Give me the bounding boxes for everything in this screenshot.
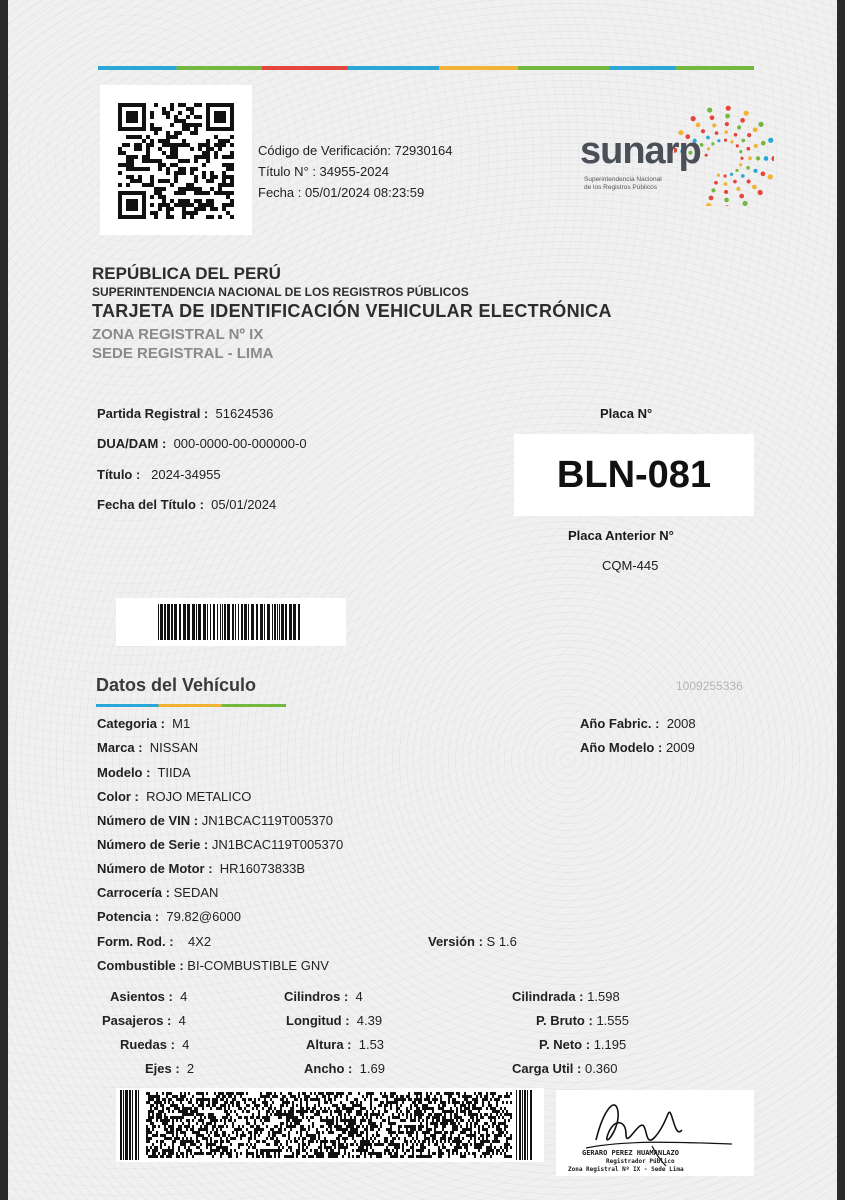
- vin-label: Número de VIN :: [97, 813, 199, 828]
- previous-plate-label: Placa Anterior N°: [568, 528, 674, 543]
- potencia-value: 79.82@6000: [166, 909, 242, 924]
- pasajeros-row: [102, 1013, 186, 1028]
- cilindrada-label: Cilindrada :: [512, 989, 584, 1004]
- fecha-titulo-value: 05/01/2024: [211, 497, 277, 512]
- motor-label: Número de Motor :: [97, 861, 213, 876]
- asientos-label: Asientos :: [110, 989, 173, 1004]
- office-title: SEDE REGISTRAL - LIMA: [92, 345, 274, 362]
- partida-row: [97, 406, 273, 421]
- peso-neto-label: P. Neto :: [539, 1037, 591, 1052]
- cilindros-label: Cilindros :: [284, 989, 349, 1004]
- registrar-signature: [556, 1090, 754, 1176]
- asientos-row: [110, 989, 187, 1004]
- qr-code-icon: [118, 103, 234, 219]
- anio-modelo-value: 2009: [665, 740, 695, 755]
- verification-code: Código de Verificación: 72930164: [258, 143, 453, 158]
- serie-value: JN1BCAC119T005370: [211, 837, 344, 852]
- marca-label: Marca :: [97, 740, 143, 755]
- carga-util-value: 0.360: [584, 1061, 618, 1076]
- ejes-value: 2: [186, 1061, 195, 1076]
- verification-title: Título N° : 34955-2024: [258, 164, 389, 179]
- categoria-row: [97, 716, 190, 731]
- carroceria-value: SEDAN: [173, 885, 219, 900]
- document-header: [92, 264, 612, 362]
- anio-fabric-value: 2008: [666, 716, 696, 731]
- anio-fabric-label: Año Fabric. :: [580, 716, 660, 731]
- carga-util-label: Carga Util :: [512, 1061, 582, 1076]
- peso-bruto-row: [536, 1013, 629, 1028]
- combustible-row: [97, 958, 329, 973]
- modelo-value: TIIDA: [157, 765, 191, 780]
- ruedas-row: [120, 1037, 189, 1052]
- ancho-label: Ancho :: [304, 1061, 353, 1076]
- titulo-value: 2024-34955: [151, 467, 221, 482]
- pasajeros-label: Pasajeros :: [102, 1013, 172, 1028]
- sunarp-wordmark: sunarp: [580, 130, 701, 172]
- ancho-value: 1.69: [359, 1061, 385, 1076]
- partida-value: 51624536: [215, 406, 274, 421]
- sunarp-subtitle-line2: de los Registros Públicos: [584, 184, 657, 191]
- anio-fabric-row: [580, 716, 696, 731]
- sunarp-subtitle: [584, 176, 662, 192]
- cilindros-value: 4: [355, 989, 363, 1004]
- fecha-titulo-row: [97, 497, 276, 512]
- ancho-row: [304, 1061, 385, 1076]
- vehicle-id-card: [8, 0, 837, 1200]
- peso-bruto-value: 1.555: [596, 1013, 629, 1028]
- version-value: S 1.6: [486, 934, 517, 949]
- titulo-label: Título :: [97, 467, 141, 482]
- ejes-row: [145, 1061, 194, 1076]
- partida-label: Partida Registral :: [97, 406, 209, 421]
- categoria-label: Categoria :: [97, 716, 165, 731]
- carroceria-row: [97, 885, 218, 900]
- section-underline: [96, 704, 286, 707]
- small-barcode: [116, 598, 346, 646]
- vehicle-section-title: Datos del Vehículo: [96, 675, 257, 695]
- version-row: [428, 934, 517, 949]
- dua-value: 000-0000-00-000000-0: [173, 436, 307, 451]
- zone-title: ZONA REGISTRAL Nº IX: [92, 326, 264, 343]
- color-row: [97, 789, 251, 804]
- asientos-value: 4: [180, 989, 188, 1004]
- longitud-row: [286, 1013, 382, 1028]
- signer-zone: Zona Registral Nº IX - Sede Lima: [568, 1166, 684, 1173]
- carroceria-label: Carrocería :: [97, 885, 170, 900]
- fecha-titulo-label: Fecha del Título :: [97, 497, 204, 512]
- signer-name: GERARO PEREZ HUAMANLAZO: [582, 1149, 679, 1157]
- dua-row: [97, 436, 307, 451]
- marca-value: NISSAN: [149, 740, 199, 755]
- ruedas-value: 4: [182, 1037, 190, 1052]
- anio-modelo-label: Año Modelo :: [580, 740, 663, 755]
- qr-code: [100, 85, 252, 235]
- ejes-label: Ejes :: [145, 1061, 180, 1076]
- plate-label: Placa N°: [600, 406, 653, 421]
- formrod-label: Form. Rod. :: [97, 934, 174, 949]
- peso-neto-row: [539, 1037, 626, 1052]
- formrod-value: 4X2: [188, 934, 212, 949]
- dua-label: DUA/DAM :: [97, 436, 167, 451]
- modelo-row: [97, 765, 191, 780]
- carga-util-row: [512, 1061, 618, 1076]
- pasajeros-value: 4: [178, 1013, 186, 1028]
- color-value: ROJO METALICO: [146, 789, 252, 804]
- sunarp-logo: [578, 96, 778, 206]
- categoria-value: M1: [172, 716, 191, 731]
- vin-row: [97, 813, 333, 828]
- version-label: Versión :: [428, 934, 483, 949]
- agency-title: SUPERINTENDENCIA NACIONAL DE LOS REGISTROS PÚBLICOS: [92, 285, 469, 299]
- motor-value: HR16073833B: [219, 861, 306, 876]
- colored-top-line: [98, 66, 754, 70]
- combustible-value: BI-COMBUSTIBLE GNV: [187, 958, 329, 973]
- pdf417-barcode: [116, 1088, 544, 1162]
- ruedas-label: Ruedas :: [120, 1037, 175, 1052]
- longitud-label: Longitud :: [286, 1013, 350, 1028]
- altura-row: [306, 1037, 384, 1052]
- altura-label: Altura :: [306, 1037, 352, 1052]
- cilindrada-value: 1.598: [587, 989, 620, 1004]
- combustible-label: Combustible :: [97, 958, 184, 973]
- formrod-row: [97, 934, 211, 949]
- republic-title: REPÚBLICA DEL PERÚ: [92, 264, 281, 283]
- plate-number: BLN-081: [514, 434, 754, 516]
- verification-block: [258, 140, 452, 203]
- potencia-label: Potencia :: [97, 909, 160, 924]
- pdf417-barcode-icon: [116, 1088, 544, 1162]
- peso-neto-value: 1.195: [593, 1037, 627, 1052]
- anio-modelo-row: [580, 740, 695, 755]
- motor-row: [97, 861, 305, 876]
- reference-number: 1009255336: [676, 679, 743, 693]
- cilindros-row: [284, 989, 363, 1004]
- previous-plate-value: CQM-445: [602, 558, 659, 573]
- modelo-label: Modelo :: [97, 765, 151, 780]
- document-title: TARJETA DE IDENTIFICACIÓN VEHICULAR ELECTRÓNICA: [92, 301, 612, 321]
- verification-date: Fecha : 05/01/2024 08:23:59: [258, 185, 425, 200]
- potencia-row: [97, 909, 241, 924]
- altura-value: 1.53: [358, 1037, 385, 1052]
- longitud-value: 4.39: [356, 1013, 383, 1028]
- sunarp-subtitle-line1: Superintendencia Nacional: [584, 176, 662, 183]
- barcode-icon: [158, 604, 304, 640]
- color-label: Color :: [97, 789, 139, 804]
- serie-row: [97, 837, 343, 852]
- peso-bruto-label: P. Bruto :: [536, 1013, 593, 1028]
- titulo-row: [97, 467, 221, 482]
- signer-role: Registrador Público: [606, 1158, 675, 1165]
- serie-label: Número de Serie :: [97, 837, 209, 852]
- cilindrada-row: [512, 989, 620, 1004]
- vin-value: JN1BCAC119T005370: [201, 813, 334, 828]
- marca-row: [97, 740, 198, 755]
